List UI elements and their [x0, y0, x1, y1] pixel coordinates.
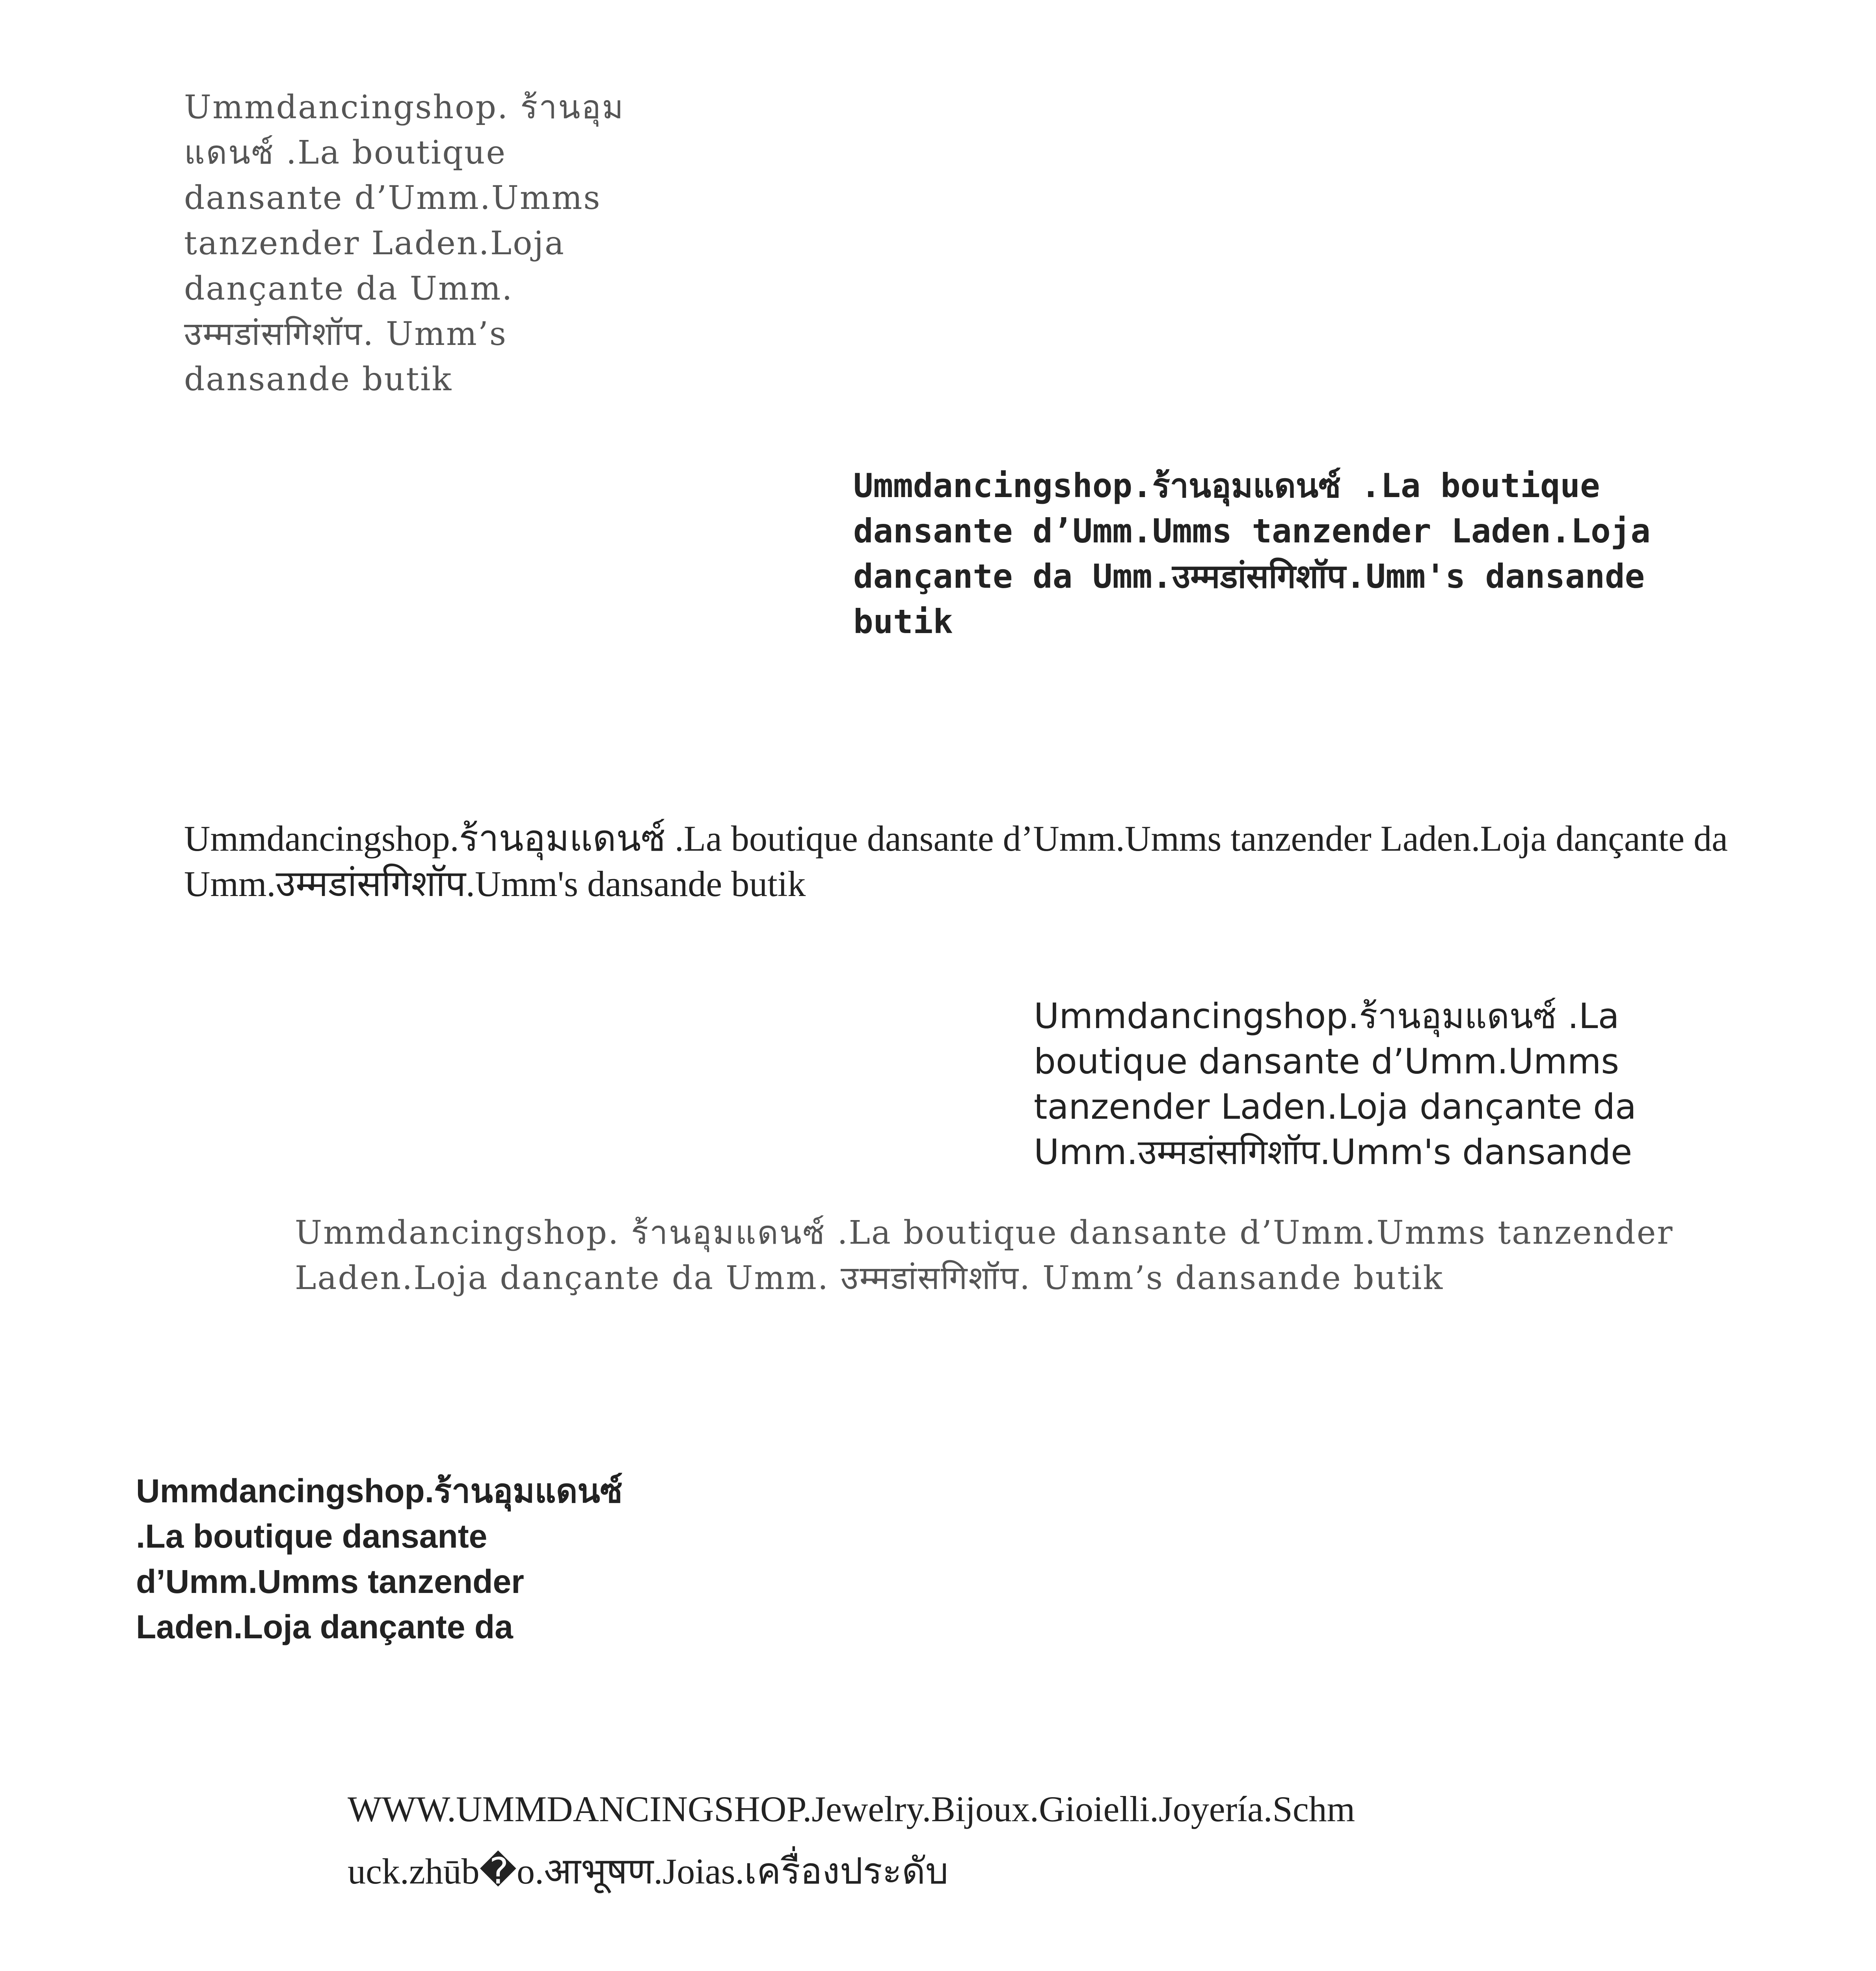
text-block-2: Ummdancingshop.ร้านอุมแดนซ์ .La boutique dansante d’Umm.Umms tanzender Laden.Loja dançante da Umm.उम्मडांसगिशॉप.Umm's dansande butik: [853, 466, 1651, 641]
text-block-6: Ummdancingshop.ร้านอุมแดนซ์ .La boutique dansante d’Umm.Umms tanzender Laden.Loja dançante da: [136, 1472, 623, 1645]
text-block-5: Ummdancingshop. ร้านอุมแดนซ์ .La boutique dansante d’Umm.Umms tanzender Laden.Loja dançante da Umm. उम्मडांसगिशॉप. Umm’s dansande butik: [295, 1214, 1674, 1297]
text-block-3: Ummdancingshop.ร้านอุมแดนซ์ .La boutique dansante d’Umm.Umms tanzender Laden.Loja dançante da Umm.उम्मडांसगिशॉप.Umm's dansande butik: [184, 818, 1728, 904]
text-block-4: Ummdancingshop.ร้านอุมแดนซ์ .La boutique dansante d’Umm.Umms tanzender Laden.Loja dançante da Umm.उम्मडांसगिशॉप.Umm's dansande: [1034, 996, 1636, 1172]
text-block-1: Ummdancingshop. ร้านอุมแดนซ์ .La boutique dansante d’Umm.Umms tanzender Laden.Loja dançante da Umm. उम्मडांसगिशॉप. Umm’s dansande butik: [184, 89, 625, 398]
website-jewelry-line: WWW.UMMDANCINGSHOP.Jewelry.Bijoux.Gioielli.Joyería.Schmuck.zhūb�o.आभूषण.Joias.เครื่องประดับ: [348, 1789, 1355, 1891]
